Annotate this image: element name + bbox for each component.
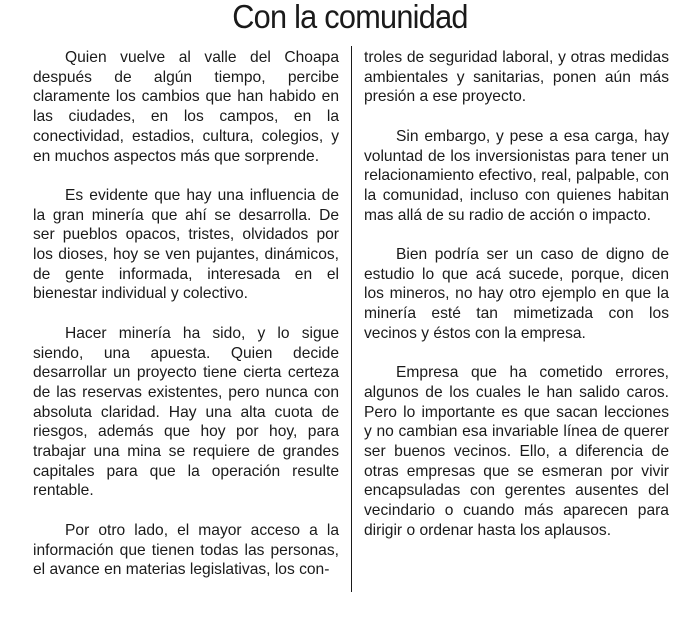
paragraph: Bien podría ser un caso de digno de estudio lo que acá sucede, porque, dicen los mineros, no hay otro ejemplo en que la minería esté tan mimetizada con los vecinos y éstos con la empresa. <box>364 246 669 342</box>
paragraph: Quien vuelve al valle del Choapa después de algún tiempo, percibe claramente los cambios que han habido en las ciudades, en los campos, en la conectividad, estadios, cultura, colegios, y en muchos aspectos más que sorprende. <box>33 49 339 165</box>
paragraph: Es evidente que hay una influencia de la gran minería que ahí se desarrolla. De ser pueblos opacos, tristes, olvidados por los dioses, hoy se ven pujantes, dinámicos, de gente informada, interesada en el bienestar individual y colectivo. <box>33 186 339 303</box>
right-column <box>364 48 669 560</box>
paragraph: troles de seguridad laboral, y otras medidas ambientales y sanitarias, ponen aún más presión a ese proyecto. <box>364 49 669 106</box>
paragraph: Empresa que ha cometido errores, algunos de los cuales le han salido caros. Pero lo importante es que sacan lecciones y no cambian esa invariable línea de querer ser buenos vecinos. Ello, a diferencia de otras empresas que se esmeran por vivir encapsuladas con gerentes ausentes del vecindario o cuando más aparecen para dirigir o ordenar hasta los aplausos. <box>364 364 669 539</box>
paragraph: Por otro lado, el mayor acceso a la información que tienen todas las personas, el avance en materias legislativas, los con- <box>33 521 339 579</box>
left-column <box>33 48 339 600</box>
article-title: Con la comunidad <box>25 0 676 36</box>
paragraph: Sin embargo, y pese a esa carga, hay voluntad de los inversionistas para tener un relacionamiento efectivo, real, palpable, con la comunidad, incluso con quienes habitan mas allá de su radio de acción o impacto. <box>364 127 669 224</box>
paragraph: Hacer minería ha sido, y lo sigue siendo, una apuesta. Quien decide desarrollar un proyecto tiene cierta certeza de las reservas existentes, pero nunca con absoluta claridad. Hay una alta cuota de riesgos, además que hoy por hoy, para trabajar una mina se requiere de grandes capitales para que la operación resulte rentable. <box>33 324 339 500</box>
column-divider <box>351 46 352 592</box>
